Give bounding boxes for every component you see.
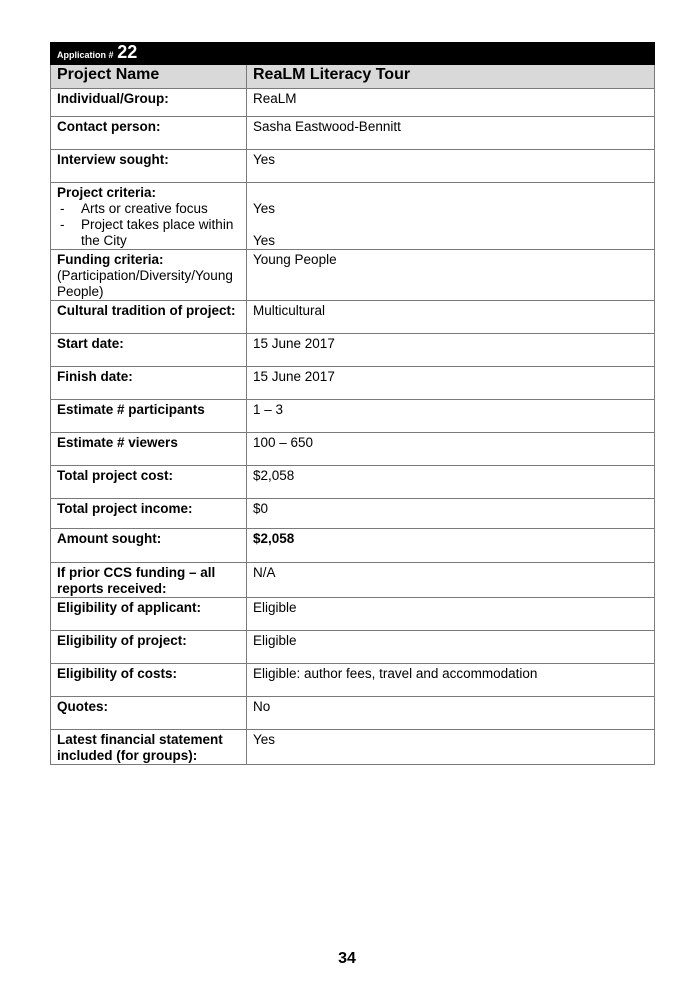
project-criteria-item: - Arts or creative focus <box>57 201 240 217</box>
quotes-label: Quotes: <box>51 697 247 730</box>
finish-date-label: Finish date: <box>51 367 247 400</box>
funding-criteria-cell <box>51 250 247 301</box>
eligibility-costs-value: Eligible: author fees, travel and accommodation <box>247 664 655 697</box>
application-number: 22 <box>117 42 138 62</box>
application-label: Application # <box>57 50 114 60</box>
total-income-label: Total project income: <box>51 499 247 529</box>
total-cost-row <box>51 466 655 499</box>
project-criteria-item: - Project takes place within the City <box>57 217 240 249</box>
cultural-tradition-value: Multicultural <box>247 301 655 334</box>
project-name-label: Project Name <box>51 65 247 89</box>
total-income-value: $0 <box>247 499 655 529</box>
funding-criteria-value: Young People <box>247 250 655 301</box>
project-criteria-value: Yes <box>253 233 276 248</box>
individual-group-label: Individual/Group: <box>51 89 247 117</box>
project-criteria-row <box>51 183 655 250</box>
interview-sought-row <box>51 150 655 183</box>
prior-funding-label: If prior CCS funding – all reports received: <box>51 563 247 598</box>
start-date-label: Start date: <box>51 334 247 367</box>
eligibility-project-label: Eligibility of project: <box>51 631 247 664</box>
amount-sought-value: $2,058 <box>247 529 655 563</box>
cultural-tradition-row <box>51 301 655 334</box>
eligibility-costs-row <box>51 664 655 697</box>
interview-sought-label: Interview sought: <box>51 150 247 183</box>
eligibility-project-row <box>51 631 655 664</box>
amount-sought-label: Amount sought: <box>51 529 247 563</box>
project-criteria-values <box>247 183 655 250</box>
individual-group-value: ReaLM <box>247 89 655 117</box>
participants-label: Estimate # participants <box>51 400 247 433</box>
project-name-row <box>51 65 655 89</box>
quotes-row <box>51 697 655 730</box>
viewers-value: 100 – 650 <box>247 433 655 466</box>
project-criteria-label: Project criteria: <box>57 185 157 200</box>
financial-statement-label: Latest financial statement included (for groups): <box>51 730 247 765</box>
eligibility-costs-label: Eligibility of costs: <box>51 664 247 697</box>
individual-group-row <box>51 89 655 117</box>
cultural-tradition-label: Cultural tradition of project: <box>51 301 247 334</box>
start-date-row <box>51 334 655 367</box>
participants-row <box>51 400 655 433</box>
project-name-value: ReaLM Literacy Tour <box>247 65 655 89</box>
total-income-row <box>51 499 655 529</box>
start-date-value: 15 June 2017 <box>247 334 655 367</box>
application-header-blank <box>247 43 655 65</box>
funding-criteria-sublabel: (Participation/Diversity/Young People) <box>57 268 233 299</box>
prior-funding-value: N/A <box>247 563 655 598</box>
total-cost-value: $2,058 <box>247 466 655 499</box>
viewers-label: Estimate # viewers <box>51 433 247 466</box>
interview-sought-value: Yes <box>247 150 655 183</box>
project-criteria-value: Yes <box>253 201 276 216</box>
finish-date-row <box>51 367 655 400</box>
eligibility-applicant-value: Eligible <box>247 598 655 631</box>
funding-criteria-row <box>51 250 655 301</box>
prior-funding-row <box>51 563 655 598</box>
eligibility-project-value: Eligible <box>247 631 655 664</box>
viewers-row <box>51 433 655 466</box>
quotes-value: No <box>247 697 655 730</box>
project-criteria-list <box>57 201 240 249</box>
contact-person-row <box>51 117 655 150</box>
application-header-row <box>51 43 655 65</box>
contact-person-value: Sasha Eastwood-Bennitt <box>247 117 655 150</box>
application-number-cell <box>51 43 247 65</box>
contact-person-label: Contact person: <box>51 117 247 150</box>
funding-criteria-label: Funding criteria: <box>57 252 164 267</box>
application-table <box>50 42 655 765</box>
finish-date-value: 15 June 2017 <box>247 367 655 400</box>
total-cost-label: Total project cost: <box>51 466 247 499</box>
eligibility-applicant-label: Eligibility of applicant: <box>51 598 247 631</box>
eligibility-applicant-row <box>51 598 655 631</box>
page-number: 34 <box>338 950 356 967</box>
project-criteria-cell <box>51 183 247 250</box>
financial-statement-value: Yes <box>247 730 655 765</box>
financial-statement-row <box>51 730 655 765</box>
amount-sought-row <box>51 529 655 563</box>
participants-value: 1 – 3 <box>247 400 655 433</box>
